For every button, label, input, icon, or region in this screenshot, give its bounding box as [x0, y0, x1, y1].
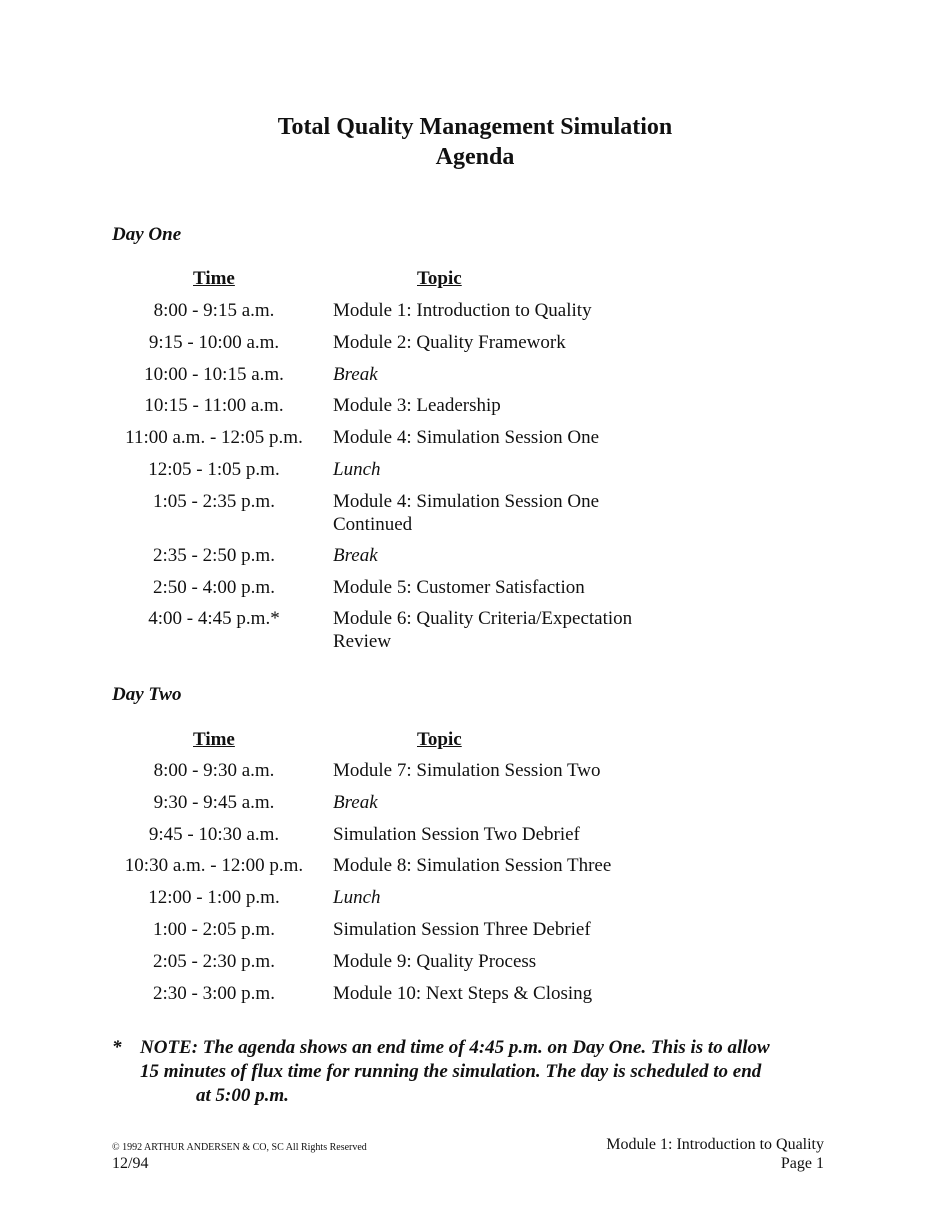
agenda-time: 12:05 - 1:05 p.m.: [148, 458, 280, 480]
agenda-time: 11:00 a.m. - 12:05 p.m.: [125, 427, 303, 449]
day-one-agenda: [0, 299, 950, 661]
agenda-time: 8:00 - 9:30 a.m.: [153, 760, 275, 781]
agenda-row: [0, 490, 950, 544]
agenda-row: [0, 791, 950, 823]
note-line-1: NOTE: The agenda shows an end time of 4:45 p.m. on Day One. This is to allow: [140, 1037, 770, 1058]
day-two-agenda: [0, 759, 950, 1013]
agenda-topic: Module 1: Introduction to Quality: [333, 300, 592, 321]
agenda-row: [0, 823, 950, 855]
agenda-row: [0, 299, 950, 331]
agenda-row: [0, 982, 950, 1014]
agenda-topic: Module 6: Quality Criteria/Expectation Review: [333, 608, 633, 653]
footer-module-title: Module 1: Introduction to Quality: [606, 1136, 824, 1153]
agenda-topic: Module 4: Simulation Session One: [333, 427, 599, 449]
agenda-row: [0, 886, 950, 918]
note-asterisk: *: [112, 1037, 122, 1058]
agenda-time: 2:30 - 3:00 p.m.: [153, 982, 275, 1004]
agenda-row: [0, 607, 950, 661]
day-two-topic-header: Topic: [417, 729, 462, 750]
agenda-row: [0, 394, 950, 426]
agenda-topic: Break: [333, 544, 378, 566]
copyright-notice: © 1992 ARTHUR ANDERSEN & CO, SC All Rights Reserved: [112, 1142, 367, 1153]
title-line-1: Total Quality Management Simulation: [277, 114, 673, 140]
agenda-time: 12:00 - 1:00 p.m.: [148, 887, 280, 909]
agenda-topic: Module 3: Leadership: [333, 395, 501, 417]
agenda-topic: Simulation Session Three Debrief: [333, 918, 591, 940]
agenda-row: [0, 759, 950, 791]
agenda-row: [0, 458, 950, 490]
agenda-topic: Lunch: [333, 887, 381, 909]
agenda-time: 4:00 - 4:45 p.m.*: [148, 608, 280, 630]
agenda-time: 10:30 a.m. - 12:00 p.m.: [124, 855, 304, 877]
agenda-row: [0, 576, 950, 608]
agenda-row: [0, 363, 950, 395]
agenda-topic: Module 5: Customer Satisfaction: [333, 576, 585, 598]
agenda-row: [0, 426, 950, 458]
agenda-topic: Module 4: Simulation Session One Continued: [333, 490, 599, 535]
agenda-row: [0, 854, 950, 886]
day-one-topic-header: Topic: [417, 268, 462, 289]
agenda-topic: Break: [333, 363, 378, 385]
agenda-row: [0, 544, 950, 576]
page-title: [0, 112, 950, 172]
day-two-time-header: Time: [193, 729, 235, 750]
day-one-label: Day One: [112, 224, 182, 245]
agenda-topic: Module 10: Next Steps & Closing: [333, 982, 593, 1004]
agenda-row: [0, 331, 950, 363]
agenda-topic: Module 8: Simulation Session Three: [333, 855, 612, 877]
note-line-2: 15 minutes of flux time for running the simulation. The day is scheduled to end: [140, 1061, 762, 1082]
agenda-topic: Module 2: Quality Framework: [333, 331, 566, 353]
agenda-topic: Simulation Session Two Debrief: [333, 823, 580, 845]
agenda-row: [0, 918, 950, 950]
agenda-time: 10:00 - 10:15 a.m.: [144, 363, 284, 385]
end-time-note: [112, 1036, 852, 1108]
agenda-time: 1:05 - 2:35 p.m.: [153, 490, 275, 512]
agenda-topic: Break: [333, 791, 378, 813]
agenda-topic: Module 7: Simulation Session Two: [333, 760, 601, 781]
revision-date: 12/94: [112, 1155, 149, 1172]
agenda-time: 9:15 - 10:00 a.m.: [148, 331, 280, 353]
day-one-time-header: Time: [193, 268, 235, 289]
agenda-topic: Lunch: [333, 458, 381, 480]
agenda-topic: Module 9: Quality Process: [333, 950, 537, 972]
day-two-label: Day Two: [112, 684, 182, 705]
agenda-time: 1:00 - 2:05 p.m.: [153, 918, 275, 940]
agenda-time: 10:15 - 11:00 a.m.: [144, 395, 284, 417]
agenda-time: 2:05 - 2:30 p.m.: [153, 950, 275, 972]
page-number: Page 1: [780, 1155, 824, 1172]
agenda-time: 2:35 - 2:50 p.m.: [153, 544, 275, 566]
agenda-time: 2:50 - 4:00 p.m.: [153, 576, 275, 598]
title-line-2: Agenda: [435, 144, 515, 170]
agenda-time: 9:45 - 10:30 a.m.: [148, 823, 280, 845]
agenda-row: [0, 950, 950, 982]
agenda-time: 9:30 - 9:45 a.m.: [153, 791, 275, 813]
agenda-time: 8:00 - 9:15 a.m.: [153, 300, 275, 321]
note-line-3: at 5:00 p.m.: [196, 1085, 289, 1106]
